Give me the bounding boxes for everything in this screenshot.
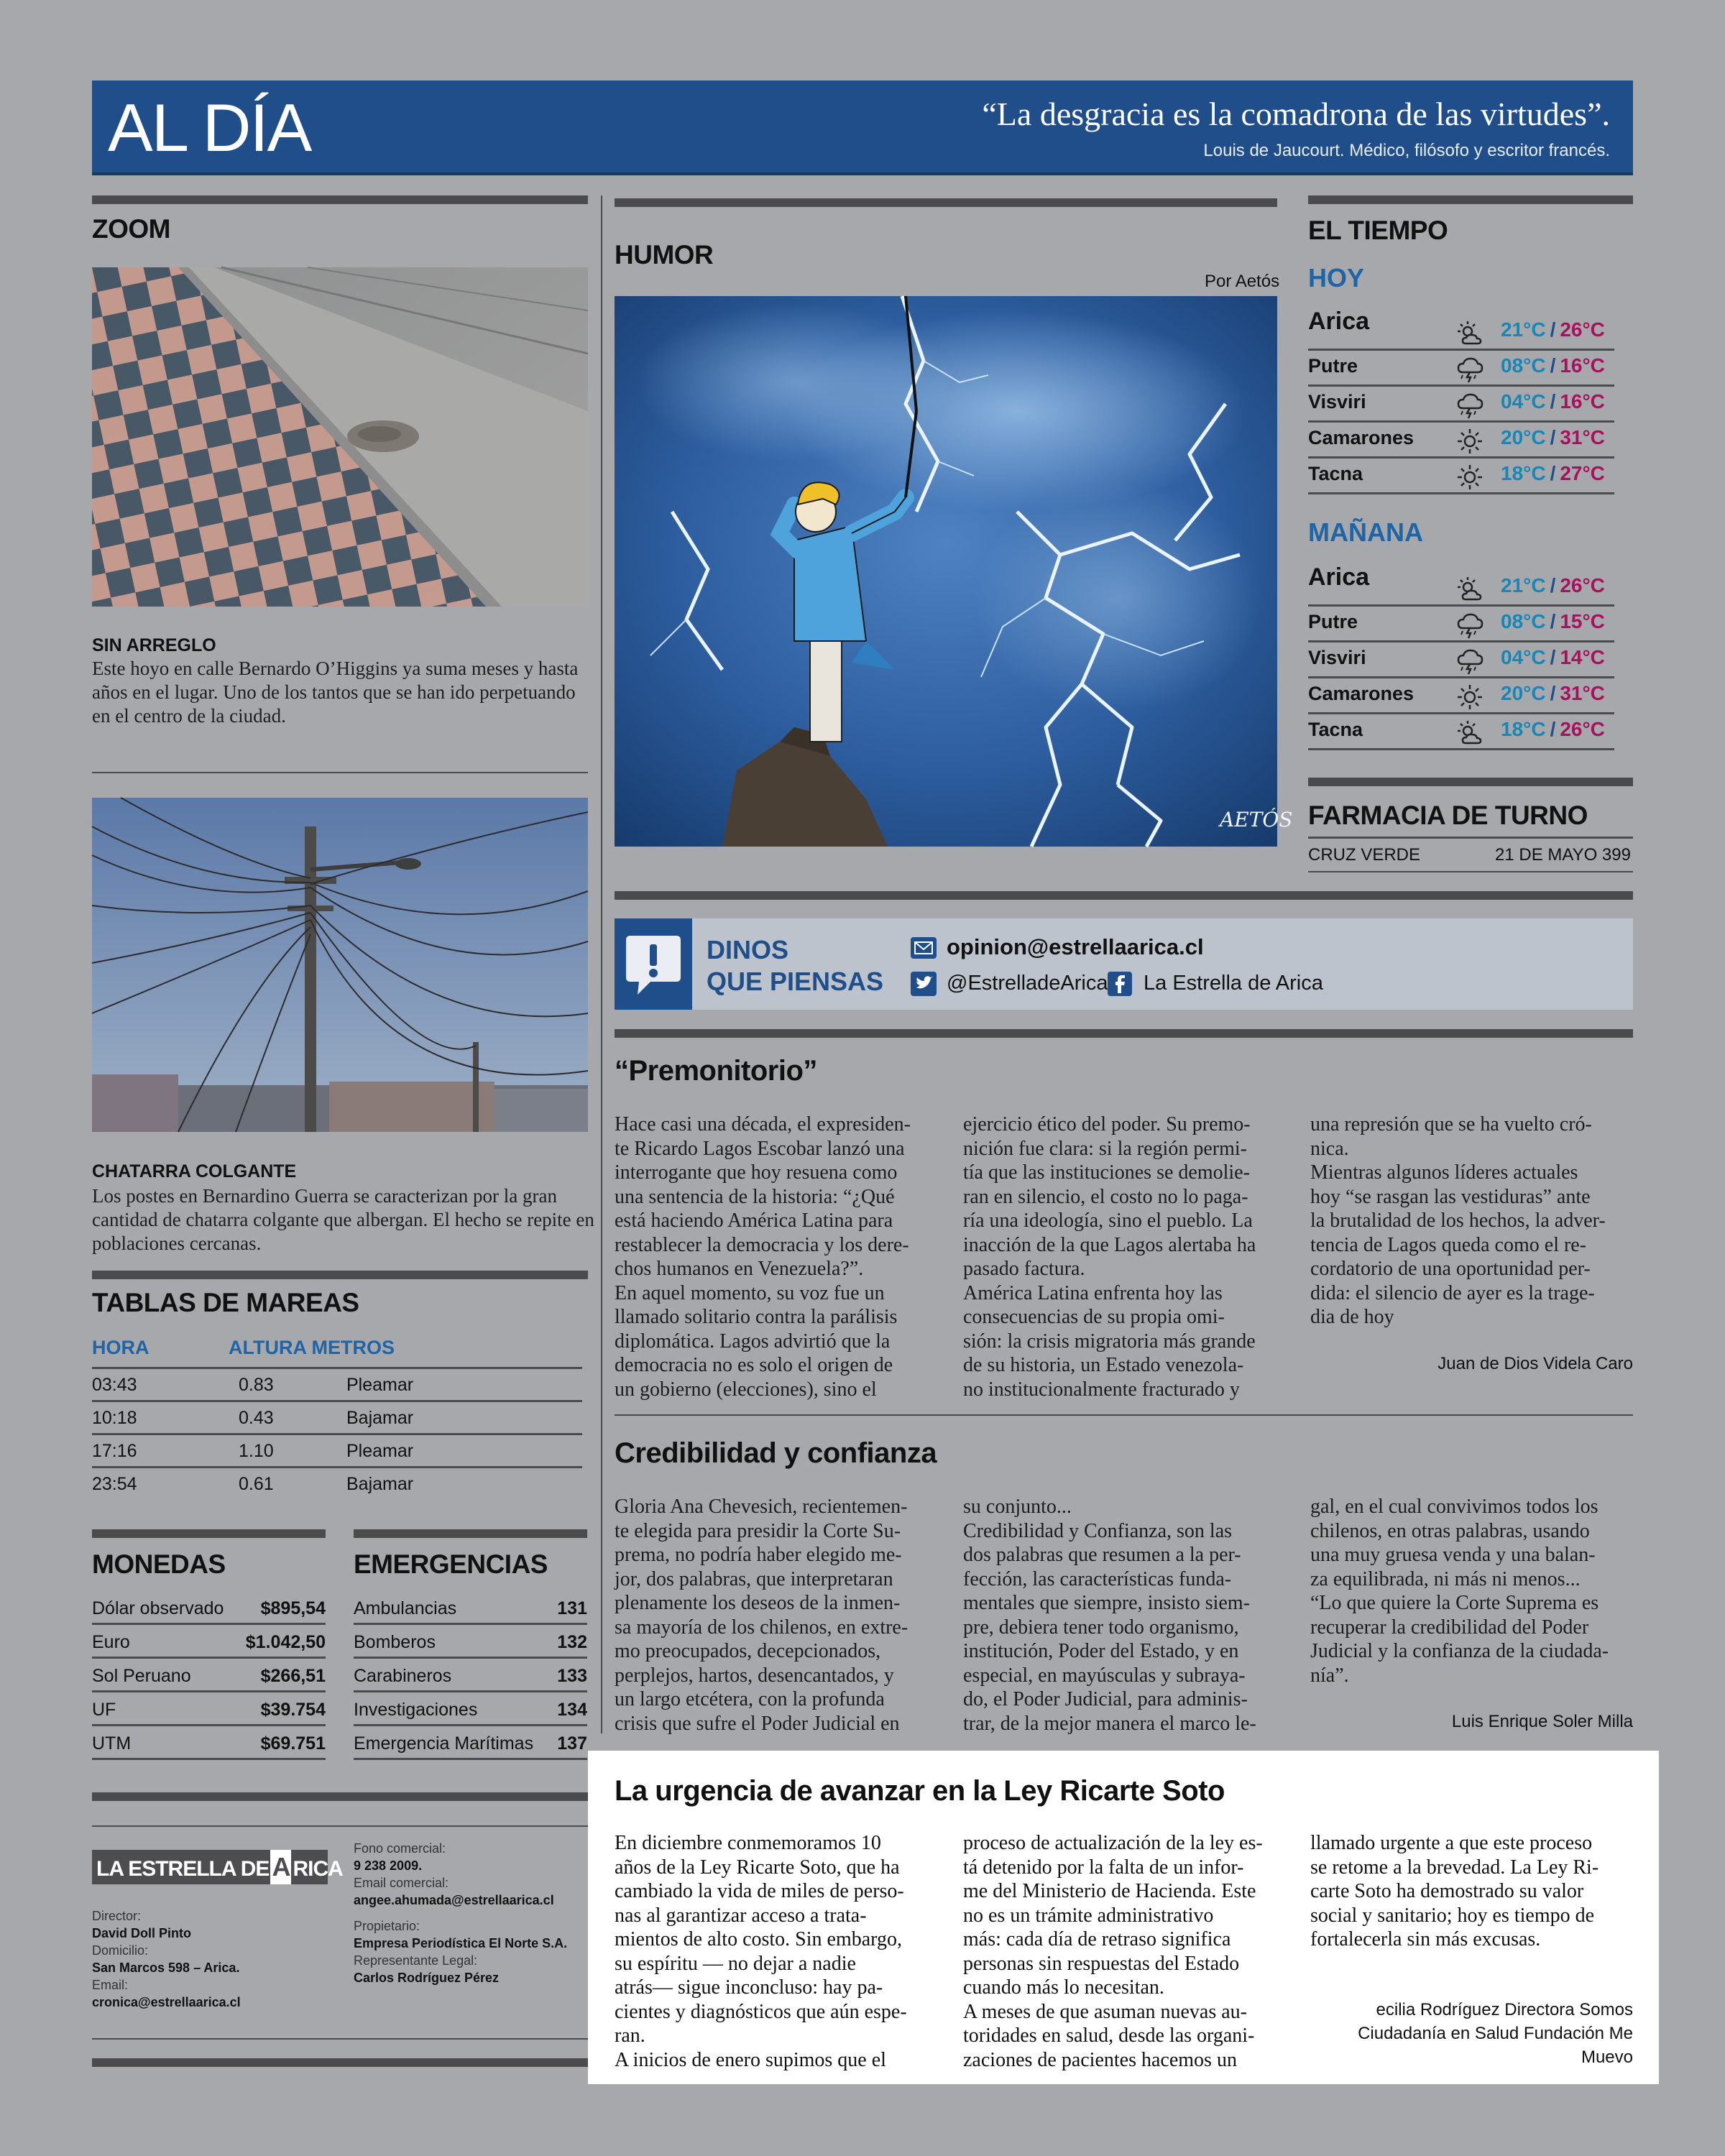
masthead-bottom-rule xyxy=(92,2058,588,2067)
weather-row-tomorrow xyxy=(1308,563,1614,607)
facebook-icon xyxy=(1108,972,1132,996)
masthead-top-rule xyxy=(92,1792,588,1801)
contact-top-rule xyxy=(615,891,1633,900)
storm-icon xyxy=(1455,355,1484,384)
emergency-name: Investigaciones xyxy=(354,1700,478,1720)
article-3-col-3: llamado urgente a que este proceso se retome a la brevedad. La Ley Ri- carte Soto ha demostrado su valor social y sanitario; hoy es tiempo de fortalecerla sin más excusas. xyxy=(1310,1832,1599,1950)
weather-separator: / xyxy=(1550,390,1556,413)
weather-row-today xyxy=(1308,387,1614,423)
sun-icon xyxy=(1455,463,1484,492)
weather-row-tomorrow xyxy=(1308,714,1614,750)
pharmacy-rule xyxy=(1308,837,1633,839)
pharmacy-address: 21 DE MAYO 399 xyxy=(1495,845,1631,865)
pharmacy-bottom-rule xyxy=(1308,871,1633,872)
weather-city: Putre xyxy=(1308,355,1358,377)
weather-temps xyxy=(1501,646,1605,669)
article-1-col-1: Hace casi una década, el expresiden- te Ricardo Lagos Escobar lanzó una interrogante que hoy resuena como una sentencia de la historia: “¿Qué está haciendo América Latina para restablecer la democracia y los dere- chos humanos en Venezuela?”. En aquel momento, su voz fue un llamado solitario contra la parálisis diplomática. Lagos advirtió que la democracia no es solo el origen de un gobierno (elecciones), sino el xyxy=(615,1113,911,1401)
section-title: AL DÍA xyxy=(108,90,311,165)
currency-value: $39.754 xyxy=(260,1700,326,1720)
masthead-inner-rule xyxy=(92,1825,588,1827)
weather-separator: / xyxy=(1550,646,1556,668)
weather-city: Tacna xyxy=(1308,719,1363,740)
weather-max: 31°C xyxy=(1560,682,1605,704)
weather-separator: / xyxy=(1550,682,1556,704)
masthead-left xyxy=(92,1907,241,2011)
article-title-3: La urgencia de avanzar en la Ley Ricarte Soto xyxy=(615,1775,1225,1807)
sun-icon xyxy=(1455,683,1484,711)
tide-row xyxy=(92,1468,582,1501)
weather-temps xyxy=(1501,462,1605,485)
zoom-top-rule xyxy=(92,195,588,204)
alert-icon xyxy=(615,918,692,1010)
weather-max: 26°C xyxy=(1560,718,1605,740)
weather-row-tomorrow xyxy=(1308,607,1614,642)
weather-row-today xyxy=(1308,351,1614,387)
partly-sunny-icon xyxy=(1455,719,1484,747)
pharmacy-name: CRUZ VERDE xyxy=(1308,845,1421,865)
weather-city: Arica xyxy=(1308,563,1370,591)
emergency-name: Emergencia Marítimas xyxy=(354,1733,534,1754)
tides-col-hour: HORA xyxy=(92,1337,150,1358)
phone-label: Fono comercial: xyxy=(354,1841,446,1856)
weather-city: Arica xyxy=(1308,308,1370,335)
weather-separator: / xyxy=(1550,426,1556,448)
emergency-row xyxy=(354,1726,587,1760)
weather-city: Tacna xyxy=(1308,463,1363,484)
contact-email-link[interactable]: opinion@estrellaarica.cl xyxy=(947,934,1204,959)
column-divider xyxy=(601,195,602,1733)
article-2-col-3: gal, en el cual convivimos todos los chilenos, en otras palabras, usando una muy gruesa venda y una balan- za equilibrada, ni más ni menos... “Lo que quiere la Corte Suprema es recuperar la credibilidad del Poder Judicial y la confianza de la ciudada- nía”. xyxy=(1310,1496,1609,1687)
weather-max: 15°C xyxy=(1560,610,1605,632)
contact-box xyxy=(615,918,1633,1010)
emergency-number: 137 xyxy=(557,1733,587,1754)
weather-separator: / xyxy=(1550,354,1556,377)
weather-max: 14°C xyxy=(1560,646,1605,668)
logo-text-1: LA ESTRELLA DE xyxy=(96,1857,270,1881)
masthead-right xyxy=(354,1840,567,1986)
weather-temps xyxy=(1501,610,1605,633)
currency-row xyxy=(92,1726,326,1760)
twitter-icon xyxy=(911,972,937,996)
address-label: Domicilio: xyxy=(92,1943,149,1958)
weather-min: 21°C xyxy=(1501,574,1546,596)
tide-type: Bajamar xyxy=(346,1474,414,1494)
tide-hour: 10:18 xyxy=(92,1408,137,1428)
tide-type: Pleamar xyxy=(346,1375,414,1395)
weather-temps xyxy=(1501,318,1605,341)
currency-value: $69.751 xyxy=(260,1733,326,1754)
emergency-row xyxy=(354,1591,587,1625)
emergency-row xyxy=(354,1659,587,1692)
emergencies-title: EMERGENCIAS xyxy=(354,1549,548,1579)
cartoon-signature: AETÓS xyxy=(1220,808,1293,831)
weather-min: 08°C xyxy=(1501,354,1546,377)
humor-cartoon xyxy=(615,296,1293,847)
weather-separator: / xyxy=(1550,610,1556,632)
weather-temps xyxy=(1501,718,1605,741)
emergency-number: 134 xyxy=(557,1700,587,1720)
article-author-2: Luis Enrique Soler Milla xyxy=(1451,1712,1633,1731)
weather-min: 04°C xyxy=(1501,390,1546,413)
partly-sunny-icon xyxy=(1455,575,1484,604)
article-title-2: Credibilidad y confianza xyxy=(615,1437,937,1469)
tide-hour: 23:54 xyxy=(92,1474,137,1494)
weather-max: 26°C xyxy=(1560,318,1605,341)
emergency-number: 131 xyxy=(557,1598,587,1618)
header-quote-author: Louis de Jaucourt. Médico, filósofo y escritor francés. xyxy=(1203,141,1610,160)
header-quote: “La desgracia es la comadrona de las virtudes”. xyxy=(982,96,1610,132)
tide-type: Pleamar xyxy=(346,1441,414,1461)
contact-title-line2: QUE PIENSAS xyxy=(707,967,884,996)
emergency-row xyxy=(354,1692,587,1726)
pharmacy-top-rule xyxy=(1308,778,1633,786)
tide-height: 1.10 xyxy=(239,1441,274,1461)
article-author-1: Juan de Dios Videla Caro xyxy=(1438,1354,1633,1373)
currency-name: UTM xyxy=(92,1733,132,1754)
weather-separator: / xyxy=(1550,718,1556,740)
emergency-name: Ambulancias xyxy=(354,1598,457,1618)
phone-value: 9 238 2009. xyxy=(354,1858,423,1873)
weather-separator: / xyxy=(1550,318,1556,341)
weather-row-today xyxy=(1308,423,1614,459)
weather-row-today xyxy=(1308,459,1614,494)
humor-top-rule xyxy=(615,198,1277,207)
weather-max: 16°C xyxy=(1560,354,1605,377)
newspaper-logo xyxy=(92,1850,343,1884)
weather-city: Visviri xyxy=(1308,647,1366,668)
weather-min: 20°C xyxy=(1501,426,1546,448)
weather-max: 26°C xyxy=(1560,574,1605,596)
masthead-bottom-thin xyxy=(92,2038,588,2040)
director-name: David Doll Pinto xyxy=(92,1926,192,1940)
article-2-col-2: su conjunto... Credibilidad y Confianza, son las dos palabras que resumen a la per- fección, las características funda- mentales que siempre, insisto siem- pre, debiera tener todo organismo, institución, Poder del Estado, y en especial, en mayúsculas y subraya- do, el Poder Judicial, para adminis- trar, de la mejor manera el marco le- xyxy=(963,1496,1256,1735)
tide-hour: 03:43 xyxy=(92,1375,137,1395)
currency-name: Euro xyxy=(92,1632,130,1652)
weather-min: 18°C xyxy=(1501,462,1546,484)
emergency-name: Carabineros xyxy=(354,1666,452,1686)
weather-row-today xyxy=(1308,308,1614,351)
director-label: Director: xyxy=(92,1909,142,1923)
weather-min: 21°C xyxy=(1501,318,1546,341)
zoom-photo-pothole xyxy=(92,267,588,607)
currency-name: Sol Peruano xyxy=(92,1666,191,1686)
currency-value: $895,54 xyxy=(260,1598,326,1618)
weather-city: Camarones xyxy=(1308,427,1414,448)
weather-temps xyxy=(1501,574,1605,597)
emergency-name: Bomberos xyxy=(354,1632,436,1652)
currency-row xyxy=(92,1625,326,1659)
pharmacy-title: FARMACIA DE TURNO xyxy=(1308,801,1588,830)
storm-icon xyxy=(1455,391,1484,420)
currency-row xyxy=(92,1692,326,1726)
currency-row xyxy=(92,1591,326,1625)
humor-byline: Por Aetós xyxy=(1205,272,1280,291)
weather-min: 08°C xyxy=(1501,610,1546,632)
zoom-photo-pole xyxy=(92,798,588,1132)
tide-hour: 17:16 xyxy=(92,1441,137,1461)
currency-name: UF xyxy=(92,1700,116,1720)
commercial-email-link[interactable]: angee.ahumada@estrellaarica.cl xyxy=(354,1893,554,1907)
tides-top-rule xyxy=(92,1271,588,1279)
weather-city: Putre xyxy=(1308,611,1358,632)
owner-label: Propietario: xyxy=(354,1919,420,1933)
zoom-caption-title-2: CHATARRA COLGANTE xyxy=(92,1161,297,1181)
zoom-divider xyxy=(92,772,588,773)
owner-value: Empresa Periodística El Norte S.A. xyxy=(354,1936,568,1950)
emergency-number: 133 xyxy=(557,1666,587,1686)
weather-max: 27°C xyxy=(1560,462,1605,484)
article-2-col-1: Gloria Ana Chevesich, recientemen- te elegida para presidir la Corte Su- prema, no podría haber elegido me- jor, dos palabras, que interpretaran plenamente los deseos de la inmen- sa mayoría de los chilenos, en extre- mo preocupados, decepcionados, perplejos, hartos, desencantados, y un largo etcétera, con la profunda crisis que sufre el Poder Judicial en xyxy=(615,1496,908,1735)
article-3-col-1: En diciembre conmemoramos 10 años de la Ley Ricarte Soto, que ha cambiado la vida de miles de perso- nas al garantizar acceso a trata- mientos de alto costo. Sin embargo, su espíritu — no dejar a nadie atrás— sigue inconcluso: hay pa- cientes y diagnósticos que aún espe- ran. A inicios de enero supimos que el xyxy=(615,1832,907,2071)
tide-row xyxy=(92,1402,582,1435)
currency-row xyxy=(92,1659,326,1692)
tides-title: TABLAS DE MAREAS xyxy=(92,1288,359,1317)
currency-value: $1.042,50 xyxy=(245,1632,326,1652)
partly-sunny-icon xyxy=(1455,319,1484,348)
weather-separator: / xyxy=(1550,462,1556,484)
sun-icon xyxy=(1455,427,1484,456)
article-3-col-2: proceso de actualización de la ley es- tá detenido por la falta de un infor- me del Ministerio de Hacienda. Este no es un trámite administrativo más: cada día de retraso significa personas sin respuestas del Estado cuando más lo necesitan. A meses de que asuman nuevas au- toridades en salud, desde las organi- zaciones de pacientes hacemos un xyxy=(963,1832,1263,2071)
opinion-top-rule xyxy=(615,1029,1633,1038)
tides-col-height: ALTURA METROS xyxy=(229,1337,395,1358)
weather-city: Camarones xyxy=(1308,683,1414,704)
currencies-title: MONEDAS xyxy=(92,1549,226,1579)
zoom-caption-text-1: Este hoyo en calle Bernardo O’Higgins ya suma meses y hasta años en el lugar. Uno de los tantos que se han ido perpetuando en el centro de la ciudad. xyxy=(92,658,579,727)
weather-temps xyxy=(1501,390,1605,413)
humor-title: HUMOR xyxy=(615,240,714,270)
commercial-email-label: Email comercial: xyxy=(354,1876,449,1890)
contact-twitter-link[interactable]: @EstrelladeArica xyxy=(947,972,1108,995)
tide-height: 0.61 xyxy=(239,1474,274,1494)
article-1-col-2: ejercicio ético del poder. Su premo- nición fue clara: si la región permi- tía que las instituciones se demolie- ran en silencio, el costo no lo paga- ría una ideología, sino el pueblo. La inacción de la que Lagos alertaba ha pasado factura. América Latina enfrenta hoy las consecuencias de su propia omi- sión: la crisis migratoria más grande de su historia, un Estado venezola- no institucionalmente fracturado y xyxy=(963,1113,1256,1401)
currencies-top-rule xyxy=(92,1529,326,1538)
contact-facebook-link[interactable]: La Estrella de Arica xyxy=(1144,972,1323,995)
storm-icon xyxy=(1455,647,1484,676)
currency-value: $266,51 xyxy=(260,1666,326,1686)
weather-min: 04°C xyxy=(1501,646,1546,668)
logo-letter: A xyxy=(270,1850,291,1884)
contact-title xyxy=(707,934,883,998)
weather-row-tomorrow xyxy=(1308,678,1614,714)
legal-rep-label: Representante Legal: xyxy=(354,1953,478,1968)
tide-row xyxy=(92,1435,582,1468)
contact-title-line1: DINOS xyxy=(707,935,789,964)
zoom-title: ZOOM xyxy=(92,214,170,244)
tide-height: 0.43 xyxy=(239,1408,274,1428)
emergency-number: 132 xyxy=(557,1632,587,1652)
weather-row-tomorrow xyxy=(1308,642,1614,678)
weather-city: Visviri xyxy=(1308,391,1366,413)
address-value: San Marcos 598 – Arica. xyxy=(92,1961,240,1975)
section-banner xyxy=(92,80,1633,175)
weather-title: EL TIEMPO xyxy=(1308,216,1448,245)
currency-name: Dólar observado xyxy=(92,1598,224,1618)
weather-temps xyxy=(1501,354,1605,377)
legal-rep-value: Carlos Rodríguez Pérez xyxy=(354,1971,500,1985)
article-author-3: ecilia Rodríguez Directora Somos Ciudadanía en Salud Fundación Me Muevo xyxy=(1358,2000,1633,2067)
zoom-caption-text-2: Los postes en Bernardino Guerra se caracterizan por la gran cantidad de chatarra colgante que albergan. El hecho se repite en poblaciones cercanas. xyxy=(92,1185,594,1254)
emergency-row xyxy=(354,1625,587,1659)
article-title-1: “Premonitorio” xyxy=(615,1055,817,1087)
weather-temps xyxy=(1501,426,1605,449)
weather-today-label: HOY xyxy=(1308,263,1365,292)
article-1-col-3: una represión que se ha vuelto cró- nica. Mientras algunos líderes actuales hoy “se rasgan las vestiduras” ante la brutalidad de los hechos, la adver- tencia de Lagos queda como el re- cordatorio de una oportunidad per- dida: el silencio de ayer es la trage- dia de hoy xyxy=(1310,1113,1606,1328)
tide-type: Bajamar xyxy=(346,1408,414,1428)
weather-min: 18°C xyxy=(1501,718,1546,740)
email-label: Email: xyxy=(92,1978,129,1992)
tide-row xyxy=(92,1369,582,1402)
article-divider-1 xyxy=(615,1414,1633,1416)
emergencies-top-rule xyxy=(354,1529,587,1538)
zoom-caption-title-1: SIN ARREGLO xyxy=(92,635,216,655)
weather-max: 16°C xyxy=(1560,390,1605,413)
tide-height: 0.83 xyxy=(239,1375,274,1395)
logo-text-2: RICA xyxy=(293,1857,343,1881)
storm-icon xyxy=(1455,611,1484,640)
weather-top-rule xyxy=(1308,195,1633,204)
weather-separator: / xyxy=(1550,574,1556,596)
weather-min: 20°C xyxy=(1501,682,1546,704)
weather-max: 31°C xyxy=(1560,426,1605,448)
weather-temps xyxy=(1501,682,1605,705)
newsroom-email-link[interactable]: cronica@estrellaarica.cl xyxy=(92,1995,241,2009)
email-icon xyxy=(911,937,937,959)
weather-tomorrow-label: MAÑANA xyxy=(1308,517,1423,547)
